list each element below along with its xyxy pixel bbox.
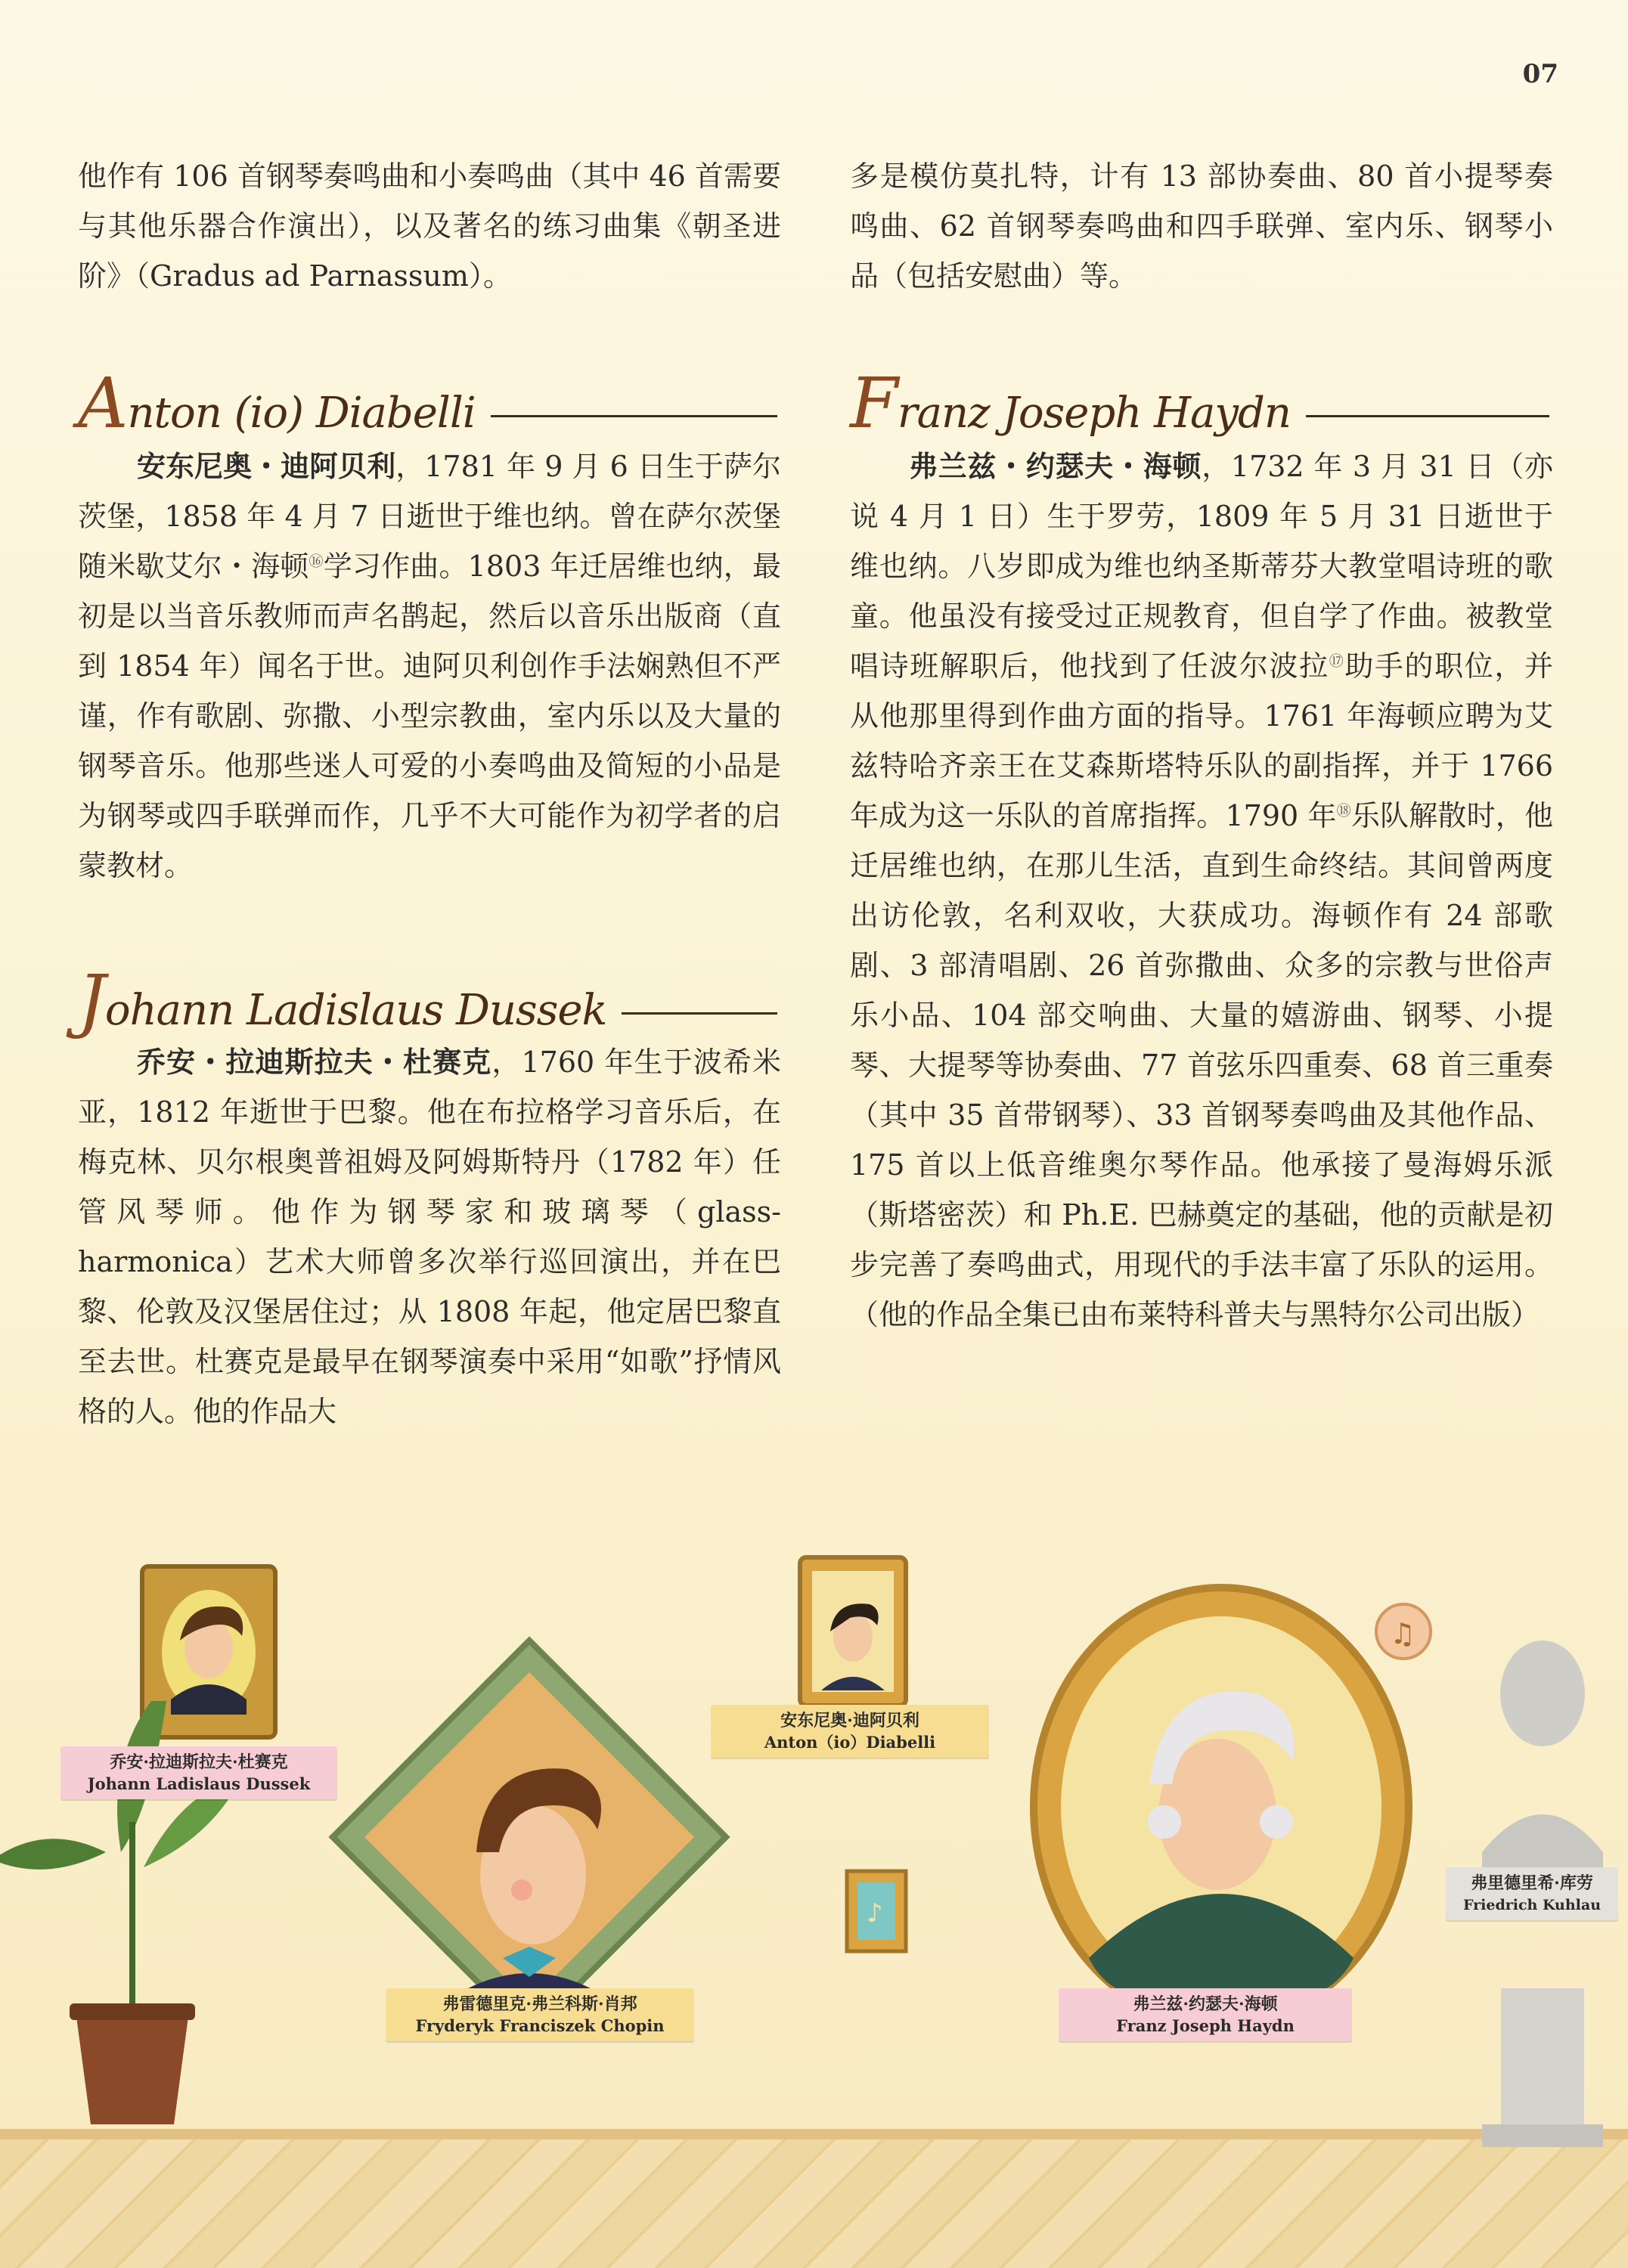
portraits-art <box>0 1535 1628 2268</box>
dussek-heading <box>78 953 777 1041</box>
svg-text:♪: ♪ <box>867 1898 883 1929</box>
haydn-paragraph: 弗兰兹・约瑟夫・海顿，1732 年 3 月 31 日（亦说 4 月 1 日）生于罗劳，1809 年 5 月 31 日逝世于维也纳。八岁即成为维也纳圣斯蒂芬大教堂唱诗班的歌童。他虽没有接受过正规教育，但自学了作曲。被教堂唱诗班解职后，他找到了任波尔波拉⑰助手的职位，并从他那里得到作曲方面的指导。1761 年海顿应聘为艾兹特哈齐亲王在艾森斯塔特乐队的副指挥，并于 1766 年成为这一乐队的首席指挥。1790 年⑱乐队解散时，他迁居维也纳，在那儿生活，直到生命终结。其间曾两度出访伦敦，名利双收，大获成功。海顿作有 24 部歌剧、3 部清唱剧、26 首弥撒曲、众多的宗教与世俗声乐小品、104 部交响曲、大量的嬉游曲、钢琴、小提琴、大提琴等协奏曲、77 首弦乐四重奏、68 首三重奏（其中 35 首带钢琴）、33 首钢琴奏鸣曲及其他作品、175 首以上低音维奥尔琴作品。他承接了曼海姆乐派（斯塔密茨）和 Ph.E. 巴赫奠定的基础，他的贡献是初步完善了奏鸣曲式，用现代的手法丰富了乐队的运用。（他的作品全集已由布莱特科普夫与黑特尔公司出版） <box>850 449 1553 1331</box>
heading-rule <box>1306 415 1549 417</box>
haydn-heading-script: Franz Joseph Haydn <box>850 363 1291 444</box>
diabelli-portrait-frame <box>800 1557 906 1706</box>
diabelli-heading <box>78 355 777 444</box>
haydn-name-banner: 弗兰兹·约瑟夫·海顿 Franz Joseph Haydn <box>1059 1988 1352 2041</box>
intro-right-text: 多是模仿莫扎特，计有 13 部协奏曲、80 首小提琴奏鸣曲、62 首钢琴奏鸣曲和四手联弹、室内乐、钢琴小品（包括安慰曲）等。 <box>850 160 1553 293</box>
diabelli-paragraph: 安东尼奥・迪阿贝利，1781 年 9 月 6 日生于萨尔茨堡，1858 年 4 月 7 日逝世于维也纳。曾在萨尔茨堡随米歇艾尔・海顿⑯学习作曲。1803 年迁居维也纳，最初是以当音乐教师而声名鹊起，然后以音乐出版商（直到 1854 年）闻名于世。迪阿贝利创作手法娴熟但不严谨，作有歌剧、弥撒、小型宗教曲，室内乐以及大量的钢琴音乐。他那些迷人可爱的小奏鸣曲及简短的小品是为钢琴或四手联弹而作，几乎不大可能作为初学者的启蒙教材。 <box>78 449 781 882</box>
diabelli-name: 安东尼奥・迪阿贝利 <box>137 449 396 483</box>
composer-portrait-illustration <box>0 1535 1628 2268</box>
haydn-portrait-frame <box>1034 1588 1409 2026</box>
intro-right-column <box>850 151 1553 301</box>
chopin-name-banner: 弗雷德里克·弗兰科斯·肖邦 Fryderyk Franciszek Chopin <box>386 1988 694 2041</box>
chopin-portrait-frame <box>333 1641 726 2034</box>
dussek-name: 乔安・拉迪斯拉夫・杜赛克 <box>137 1045 492 1079</box>
music-note-badge <box>1376 1604 1431 1659</box>
intro-left-column <box>78 151 781 301</box>
kuhlau-name-plaque: 弗里德里希·库劳 Friedrich Kuhlau <box>1446 1867 1618 1920</box>
footnote-marker: ⑯ <box>309 553 324 570</box>
dussek-heading-script: Johann Ladislaus Dussek <box>78 960 607 1041</box>
intro-left-text: 他作有 106 首钢琴奏鸣曲和小奏鸣曲（其中 46 首需要与其他乐器合作演出），以及著名的练习曲集《朝圣进阶》（Gradus ad Parnassum）。 <box>78 160 781 293</box>
page-number: 07 <box>1522 59 1558 89</box>
dussek-name-banner: 乔安·拉迪斯拉夫·杜赛克 Johann Ladislaus Dussek <box>60 1746 337 1799</box>
diabelli-heading-script: Anton (io) Diabelli <box>78 363 476 444</box>
haydn-section <box>850 442 1553 1340</box>
music-note-frame <box>847 1871 906 1951</box>
diabelli-section <box>78 442 781 891</box>
heading-rule <box>622 1012 777 1015</box>
footnote-marker: ⑰ <box>1329 652 1345 670</box>
haydn-name: 弗兰兹・约瑟夫・海顿 <box>909 449 1202 483</box>
haydn-heading <box>850 355 1549 444</box>
diabelli-name-banner: 安东尼奥·迪阿贝利 Anton（io）Diabelli <box>711 1705 989 1758</box>
dussek-paragraph: 乔安・拉迪斯拉夫・杜赛克，1760 年生于波希米亚，1812 年逝世于巴黎。他在布拉格学习音乐后，在梅克林、贝尔根奥普祖姆及阿姆斯特丹（1782 年）任管风琴师。他作为钢琴家和玻璃琴（glass-harmonica）艺术大师曾多次举行巡回演出，并在巴黎、伦敦及汉堡居住过；从 1808 年起，他定居巴黎直至去世。杜赛克是最早在钢琴演奏中采用“如歌”抒情风格的人。他的作品大 <box>78 1045 781 1428</box>
dussek-section <box>78 1037 781 1436</box>
footnote-marker: ⑱ <box>1336 802 1351 820</box>
svg-text:♫: ♫ <box>1390 1617 1416 1650</box>
heading-rule <box>491 415 777 417</box>
